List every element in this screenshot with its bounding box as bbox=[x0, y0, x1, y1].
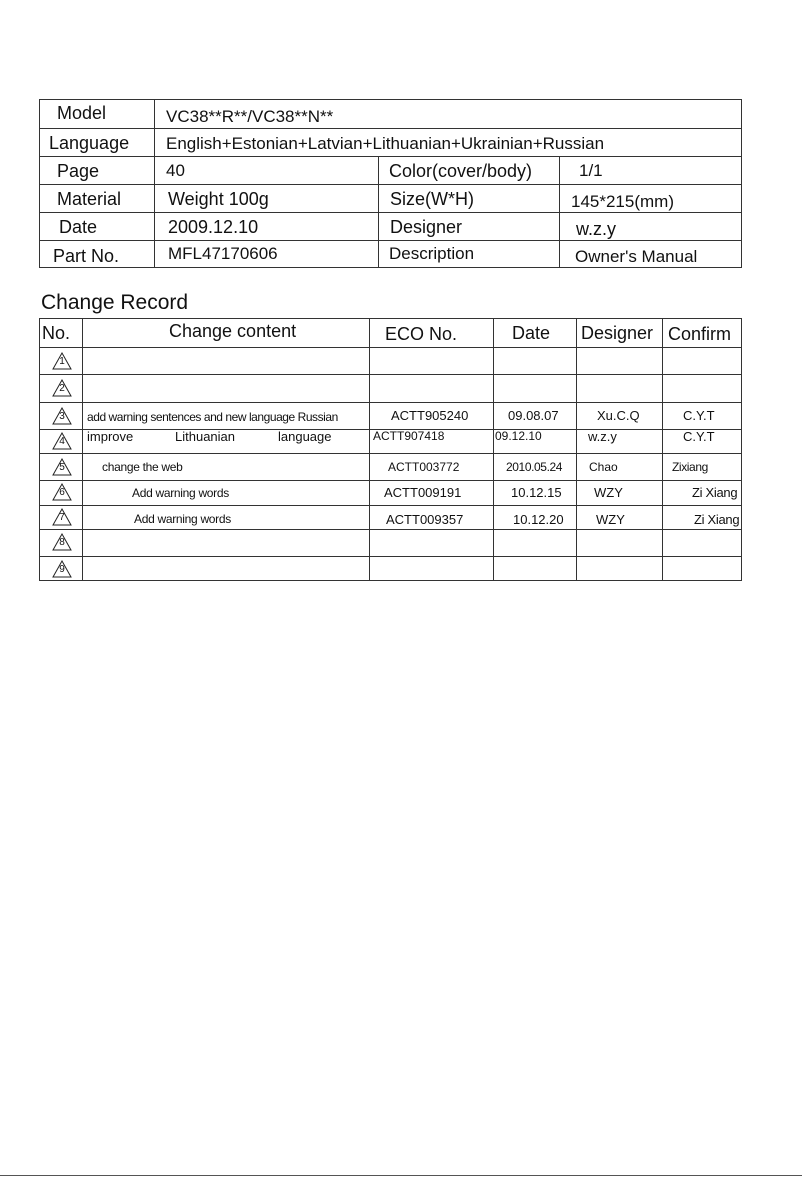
revision-triangle-icon bbox=[52, 533, 72, 551]
designer-label: Designer bbox=[390, 217, 463, 237]
row-3-confirm: C.Y.T bbox=[683, 408, 715, 423]
row-5-designer: Chao bbox=[589, 460, 618, 474]
change-col-divider bbox=[662, 319, 663, 580]
partno-label: Part No. bbox=[53, 246, 120, 266]
spec-row-divider bbox=[40, 212, 741, 213]
row-4-content-word: Lithuanian bbox=[175, 429, 235, 444]
row-4-date: 09.12.10 bbox=[495, 429, 542, 443]
row-4-content-word: improve bbox=[87, 429, 134, 444]
change-record-table bbox=[39, 318, 742, 581]
date-label: Date bbox=[59, 217, 98, 237]
revision-triangle-icon bbox=[52, 432, 72, 450]
row-5-eco: ACTT003772 bbox=[388, 460, 460, 474]
revision-number: 5 bbox=[59, 462, 65, 473]
row-3-content: add warning sentences and new language Russian bbox=[87, 410, 338, 424]
change-row-divider bbox=[40, 402, 741, 403]
description-label: Description bbox=[389, 244, 475, 263]
designer-value: w.z.y bbox=[576, 219, 617, 239]
revision-number: 9 bbox=[59, 564, 65, 575]
spec-col-divider bbox=[559, 156, 560, 268]
change-row-divider bbox=[40, 505, 741, 506]
material-label: Material bbox=[57, 189, 122, 209]
revision-triangle-icon bbox=[52, 508, 72, 526]
row-5-content: change the web bbox=[102, 460, 183, 474]
date-value: 2009.12.10 bbox=[168, 217, 259, 237]
header-no: No. bbox=[42, 323, 71, 343]
color-value: 1/1 bbox=[579, 161, 603, 180]
size-value: 145*215(mm) bbox=[571, 192, 674, 211]
change-row-divider bbox=[40, 529, 741, 530]
row-6-eco: ACTT009191 bbox=[384, 485, 462, 500]
description-value: Owner's Manual bbox=[575, 247, 698, 266]
row-4-designer: w.z.y bbox=[588, 429, 617, 444]
change-col-divider bbox=[82, 319, 83, 580]
spec-col-divider bbox=[154, 100, 155, 267]
spec-table bbox=[39, 99, 742, 268]
row-7-content: Add warning words bbox=[134, 512, 231, 526]
row-6-date: 10.12.15 bbox=[511, 485, 562, 500]
header-confirm: Confirm bbox=[668, 324, 732, 344]
change-row-divider bbox=[40, 556, 741, 557]
row-6-content: Add warning words bbox=[132, 486, 229, 500]
row-7-eco: ACTT009357 bbox=[386, 512, 464, 527]
header-eco-no: ECO No. bbox=[385, 324, 458, 344]
change-row-divider bbox=[40, 453, 741, 454]
row-7-designer: WZY bbox=[596, 512, 625, 527]
row-3-designer: Xu.C.Q bbox=[597, 408, 640, 423]
color-label: Color(cover/body) bbox=[389, 161, 533, 181]
row-6-confirm: Zi Xiang bbox=[692, 485, 738, 500]
page-value: 40 bbox=[166, 161, 185, 180]
revision-triangle-icon bbox=[52, 560, 72, 578]
spec-row-divider bbox=[40, 128, 741, 129]
row-5-date: 2010.05.24 bbox=[506, 460, 563, 474]
row-4-content-word: language bbox=[278, 429, 332, 444]
model-value: VC38**R**/VC38**N** bbox=[166, 107, 334, 126]
change-col-divider bbox=[369, 319, 370, 580]
revision-number: 4 bbox=[59, 436, 65, 447]
revision-triangle-icon bbox=[52, 379, 72, 397]
language-value: English+Estonian+Latvian+Lithuanian+Ukrainian+Russian bbox=[166, 134, 605, 153]
revision-number: 8 bbox=[59, 537, 65, 548]
revision-triangle-icon bbox=[52, 407, 72, 425]
revision-number: 2 bbox=[59, 383, 65, 394]
change-record-title: Change Record bbox=[41, 291, 189, 314]
material-value: Weight 100g bbox=[168, 189, 269, 209]
row-5-confirm: Zixiang bbox=[672, 460, 708, 474]
size-label: Size(W*H) bbox=[390, 189, 474, 209]
revision-triangle-icon bbox=[52, 483, 72, 501]
page-label: Page bbox=[57, 161, 100, 181]
revision-number: 3 bbox=[59, 411, 65, 422]
spec-row-divider bbox=[40, 156, 741, 157]
page-bottom-rule bbox=[0, 1175, 802, 1176]
revision-triangle-icon bbox=[52, 352, 72, 370]
header-change-content: Change content bbox=[169, 321, 297, 341]
row-6-designer: WZY bbox=[594, 485, 623, 500]
row-4-confirm: C.Y.T bbox=[683, 429, 715, 444]
row-3-date: 09.08.07 bbox=[508, 408, 559, 423]
header-date: Date bbox=[512, 323, 551, 343]
change-row-divider bbox=[40, 480, 741, 481]
change-col-divider bbox=[493, 319, 494, 580]
change-row-divider bbox=[40, 374, 741, 375]
row-7-confirm: Zi Xiang bbox=[694, 512, 740, 527]
revision-number: 1 bbox=[59, 356, 65, 367]
language-label: Language bbox=[49, 133, 130, 153]
header-designer: Designer bbox=[581, 323, 654, 343]
row-7-date: 10.12.20 bbox=[513, 512, 564, 527]
change-row-divider bbox=[40, 347, 741, 348]
model-label: Model bbox=[57, 103, 107, 123]
row-4-eco: ACTT907418 bbox=[373, 429, 445, 443]
spec-row-divider bbox=[40, 184, 741, 185]
partno-value: MFL47170606 bbox=[168, 244, 278, 263]
row-3-eco: ACTT905240 bbox=[391, 408, 469, 423]
change-col-divider bbox=[576, 319, 577, 580]
revision-number: 7 bbox=[59, 512, 65, 523]
revision-number: 6 bbox=[59, 487, 65, 498]
spec-col-divider bbox=[378, 156, 379, 268]
revision-triangle-icon bbox=[52, 458, 72, 476]
spec-row-divider bbox=[40, 240, 741, 241]
